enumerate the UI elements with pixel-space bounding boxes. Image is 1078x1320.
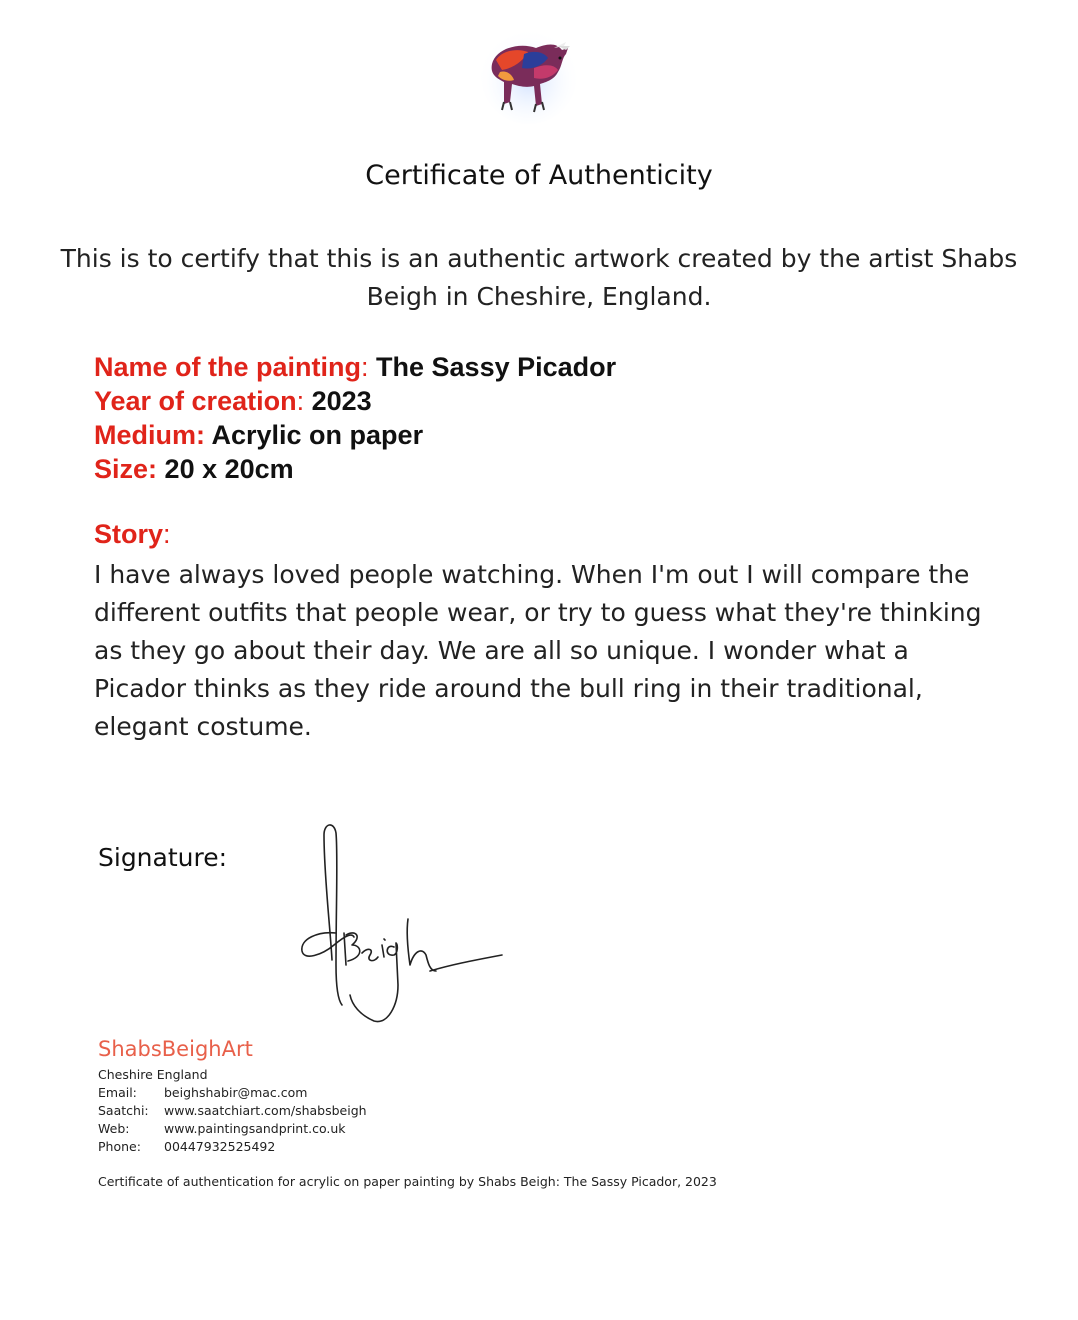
saatchi-value: www.saatchiart.com/shabsbeigh [164,1103,367,1118]
phone-key: Phone: [98,1139,141,1154]
year-value: 2023 [311,386,372,416]
brand-name: ShabsBeighArt [98,1037,253,1061]
certificate-title: Certificate of Authenticity [365,160,713,191]
size-label: Size: [94,454,158,484]
painting-name-label: Name of the painting [94,352,362,382]
brand-location: Cheshire England [98,1067,208,1082]
medium-label: Medium: [94,420,205,450]
web-value: www.paintingsandprint.co.uk [164,1121,346,1136]
contact-row-email [98,1084,367,1102]
saatchi-key: Saatchi: [98,1103,149,1118]
web-key: Web: [98,1121,130,1136]
email-key: Email: [98,1085,137,1100]
email-value: beighshabir@mac.com [164,1085,308,1100]
contact-row-saatchi [98,1102,367,1120]
contact-row-phone [98,1138,367,1156]
bull-painting-logo [474,24,584,124]
size-row [94,452,616,486]
year-row: Year of creation: 2023 [94,386,372,416]
signature-label: Signature: [98,843,228,872]
contact-row-web [98,1120,367,1138]
painting-name-row: Name of the painting: The Sassy Picador [94,352,617,382]
story-heading: Story: [94,519,171,549]
footer-caption: Certificate of authentication for acrylic on paper painting by Shabs Beigh: The Sassy Picador, 2023 [98,1174,717,1189]
phone-value: 00447932525492 [164,1139,276,1154]
handwritten-signature [290,815,510,1030]
size-value: 20 x 20cm [164,454,294,484]
year-label: Year of creation [94,386,297,416]
story-text: I have always loved people watching. When I'm out I will compare the different outfits that people wear, or try to guess what they're thinking as they go about their day. We are all so unique. I wonder what a Picador thinks as they ride around the bull ring in their traditional, elegant costume. [94,560,982,741]
painting-details [94,350,616,486]
painting-name-value: The Sassy Picador [376,352,617,382]
contact-block [98,1066,367,1156]
certification-statement: This is to certify that this is an authentic artwork created by the artist Shabs Beigh in Cheshire, England. [60,244,1018,311]
medium-value: Acrylic on paper [211,420,424,450]
medium-row [94,418,616,452]
story-label: Story [94,519,164,549]
